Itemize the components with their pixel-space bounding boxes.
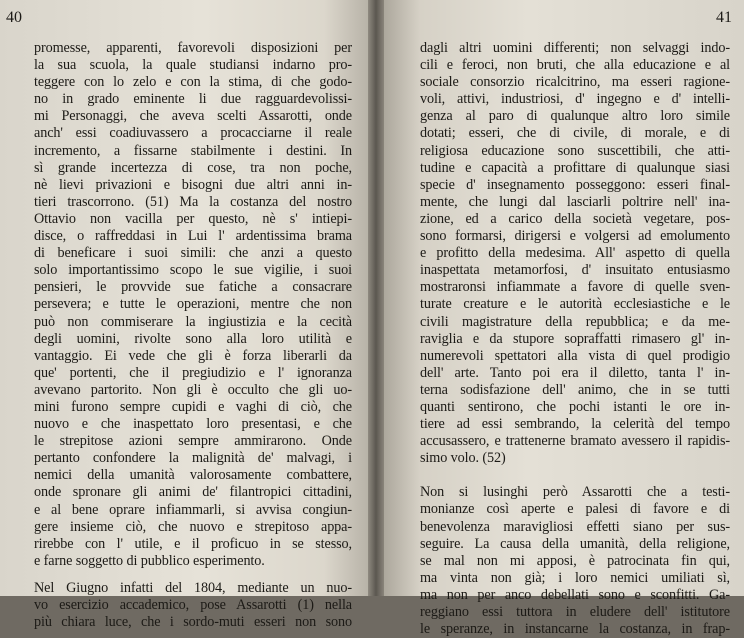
text-line: dagli altri uomini differenti; non selvaggi indo- <box>420 40 730 56</box>
text-line: tieri trascorrono. (51) Ma la costanza del nostro <box>34 193 352 210</box>
text-line: tudine e capacità a profittare di qualunque siasi <box>420 159 730 176</box>
text-line: vo esercizio accademico, pose Assarotti (1) nella <box>34 597 352 613</box>
text-line: pensieri, le provvide sue fatiche a consacrare <box>34 279 352 296</box>
text-line: anch' essi coadiuvassero a procacciarne il reale <box>34 125 352 142</box>
text-line: Ottavio non vacilla per questo, nè s' intiepi- <box>34 210 352 227</box>
text-line: onde spronare gli animi de' filantropici cittadini, <box>34 484 352 501</box>
text-line: tiere ad essi sembrando, la celerità del tempo <box>420 416 730 433</box>
left-paragraph-2 <box>34 580 352 631</box>
text-line: sì grande incertezza di cose, tra non poche, <box>34 159 352 176</box>
text-line: rirebbe con l' utile, e il proficuo in se stesso, <box>34 535 352 552</box>
text-line: può non commiserare la ingiustizia e la cecità <box>34 313 352 330</box>
text-line: avevano partorito. Non gli è occulto che gli uo- <box>34 381 352 398</box>
text-line: ma vinta non già; i loro nemici umiliati sì, <box>420 569 730 586</box>
text-line: civili magistrature della repubblica; e da me- <box>420 313 730 330</box>
text-line: di beneficare i suoi simili: che anzi a questo <box>34 245 352 262</box>
page-number-left: 40 <box>6 9 22 26</box>
text-line: vantaggio. Ei vede che gli è forza liberarli da <box>34 347 352 364</box>
text-line: religiosa educazione sono suscettibili, che atti- <box>420 142 730 159</box>
text-line: la sua scuola, la quale studiansi indarno pro- <box>34 57 352 74</box>
text-line: sociale consorzio ricalcitrino, ma esseri ragione- <box>420 74 730 91</box>
text-line: zione, ed a carico della società vegetare, pos- <box>420 210 730 227</box>
text-line: pertanto confondere la malignità de' malvagi, i <box>34 450 352 467</box>
text-line: monianze così aperte e palesi di favore e di <box>420 501 730 518</box>
right-page <box>384 0 744 638</box>
text-line: voli, attivi, industriosi, d' ingegno e d' intelli- <box>420 91 730 108</box>
text-line: disce, o raffreddasi in Lui l' ardentissima brama <box>34 228 352 245</box>
text-line: le strepitose azioni sempre ammirarono. Onde <box>34 433 352 450</box>
text-line: raviglia e da stupore sopraffatti rimasero gl' in- <box>420 330 730 347</box>
text-line: nè lievi privazioni e bisogni due altri anni in- <box>34 176 352 193</box>
text-line: nuovo e che inaspettato loro presentasi, e che <box>34 416 352 433</box>
text-line: genza al paro di qualunque altro loro simile <box>420 108 730 125</box>
text-line: reggiano essi tuttora in eludere dell' istitutore <box>420 604 730 620</box>
text-line: no in grado eminente li due ragguardevolissi- <box>34 91 352 108</box>
book-gutter <box>368 0 384 596</box>
left-page-text <box>34 40 352 631</box>
text-line: Nel Giugno infatti del 1804, mediante un nuo- <box>34 579 352 596</box>
text-line: seguire. La causa della umanità, della religione, <box>420 535 730 552</box>
text-line: inaspettata metamorfosi, d' insuitato entusiasmo <box>420 262 730 279</box>
left-page <box>0 0 368 631</box>
text-line: cili e feroci, non bruti, che alla educazione e al <box>420 57 730 74</box>
text-line: più chiara luce, che i sordo-muti esseri non sono <box>34 614 352 631</box>
text-line: e profitto della medesima. All' aspetto di quella <box>420 245 730 262</box>
text-line: sono formarsi, dirigersi e volgersi ad emolumento <box>420 228 730 245</box>
text-line: benevolenza maravigliosi effetti siano per sus- <box>420 518 730 535</box>
text-line: mostraronsi infiammate a favore di quelle sven- <box>420 279 730 296</box>
text-line: e farne soggetto di pubblico esperimento. <box>34 552 265 569</box>
text-line: Non si lusinghi però Assarotti che a testi- <box>420 484 730 501</box>
text-line: mini furono sempre cupidi e vaghi di ciò, che <box>34 398 352 415</box>
text-line: dell' arte. Tanto poi era il diletto, tanta l' in- <box>420 364 730 381</box>
text-line: incremento, a fissarne stabilmente i destini. In <box>34 142 352 159</box>
page-number-right: 41 <box>716 9 732 26</box>
text-line: turate creature e le autorità ecclesiastiche e le <box>420 296 730 313</box>
text-line: que' portenti, che il pregiudizio e l' ignoranza <box>34 364 352 381</box>
text-line: persevera; e tutte le operazioni, mentre che non <box>34 296 352 313</box>
text-line: quanti sentirono, che pochi istanti le ore in- <box>420 398 730 415</box>
text-line: teggere con lo zelo e con la stima, di che godo- <box>34 74 352 91</box>
text-line: e al bene oprare infiammarli, si avvisa congiun- <box>34 501 352 518</box>
text-line: se mal non mi apposi, è patrocinata fin qui, <box>420 552 730 569</box>
text-line: specie d' insegnamento posseggono: esseri final- <box>420 176 730 193</box>
text-line: promesse, apparenti, favorevoli disposizioni per <box>34 40 352 56</box>
right-page-text <box>420 40 730 638</box>
text-line: mi Personaggi, che aveva scelti Assarotti, onde <box>34 108 352 125</box>
text-line: mente, che lungi dal lasciarli poltrire nell' ina- <box>420 193 730 210</box>
text-line: le speranze, in instancarne la costanza, in frap- <box>420 621 730 638</box>
text-line: ma non per anco debellati sono e sconfitti. Ga- <box>420 586 730 603</box>
right-paragraph-1 <box>420 40 730 467</box>
left-paragraph-1 <box>34 40 352 570</box>
text-line: nemici della umanità valorosamente combattere, <box>34 467 352 484</box>
text-line: gere insieme ciò, che nuovo e strepitoso appa- <box>34 518 352 535</box>
right-paragraph-2 <box>420 484 730 638</box>
text-line: terna sodisfazione dell' animo, che in se tutti <box>420 381 730 398</box>
text-line: numerevoli spettatori alla vista di quel prodigio <box>420 347 730 364</box>
text-line: degli uomini, rivolte sono alla loro utilità e <box>34 330 352 347</box>
text-line: accusassero, e trattenerne bramato avessero il rapidis- <box>420 433 730 450</box>
text-line: solo importantissimo scopo le sue vigilie, i suoi <box>34 262 352 279</box>
text-line: simo volo. (52) <box>420 450 506 467</box>
text-line: dotati; esseri, che di civile, di morale, e di <box>420 125 730 142</box>
